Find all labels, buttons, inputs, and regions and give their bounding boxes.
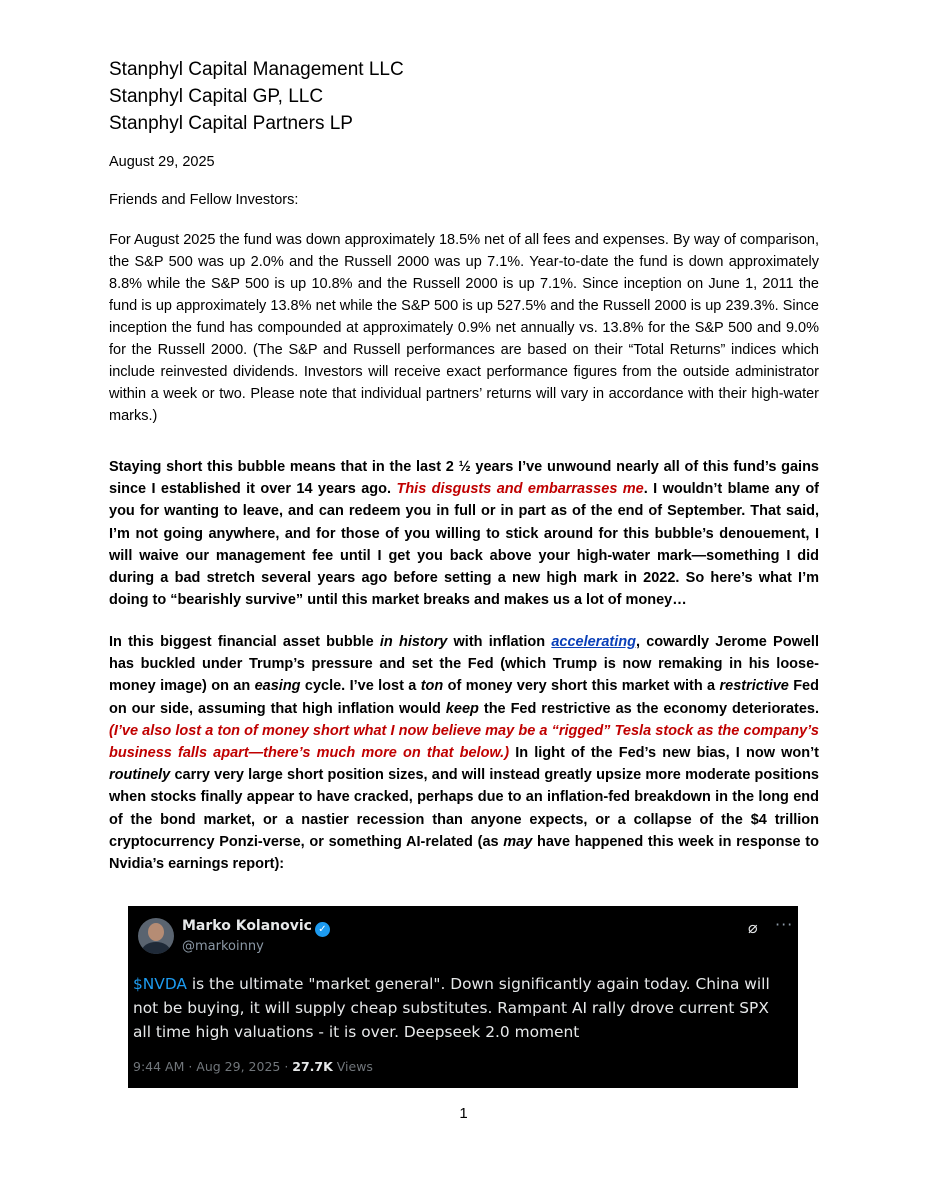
letterhead-line-1: Stanphyl Capital Management LLC bbox=[109, 59, 404, 80]
tweet-views-label: Views bbox=[332, 1059, 373, 1074]
p3-italic: keep bbox=[445, 700, 479, 717]
letterhead-line-2: Stanphyl Capital GP, LLC bbox=[109, 86, 324, 107]
letterhead bbox=[109, 56, 404, 137]
avatar-head bbox=[148, 923, 164, 941]
cashtag-link[interactable]: $NVDA bbox=[133, 975, 187, 993]
tweet-metadata bbox=[133, 1059, 373, 1074]
more-options-icon[interactable]: ··· bbox=[775, 915, 794, 934]
p2-text-b: . I wouldn’t blame any of you for wanting to leave, and can redeem you in full or in part as of the end of September. That said, I’m not going anywhere, and for those of you willing to stick around for this bubble’s denouement, I will waive our management fee until I get you back above your high-water mark—something I did during a bad stretch several years ago before setting a new high mark in 2022. So here’s what I’m doing to “bearishly survive” until this market breaks and makes us a lot of money… bbox=[109, 481, 820, 609]
p3-text: Fed on our side, assuming that high inflation would bbox=[109, 678, 819, 717]
p3-italic: ton bbox=[420, 678, 444, 695]
accelerating-link[interactable]: accelerating bbox=[551, 634, 636, 650]
p3-italic: may bbox=[503, 833, 533, 850]
salutation: Friends and Fellow Investors: bbox=[109, 192, 299, 208]
p3-text: cycle. I’ve lost a bbox=[300, 678, 421, 695]
p3-text: In light of the Fed’s new bias, I now won’t bbox=[509, 745, 819, 762]
verified-badge-icon: ✓ bbox=[315, 922, 330, 937]
page-number: 1 bbox=[459, 1105, 468, 1122]
tweet-views-count: 27.7K bbox=[292, 1059, 333, 1074]
tweet-timestamp[interactable]: 9:44 AM · Aug 29, 2025 · bbox=[133, 1059, 293, 1074]
embedded-tweet bbox=[128, 906, 798, 1088]
p3-text: have happened this week in response to Nvidia’s earnings report): bbox=[109, 833, 819, 873]
grok-icon[interactable]: ⌀ bbox=[748, 918, 758, 937]
p3-italic: restrictive bbox=[719, 678, 789, 695]
fed-paragraph bbox=[109, 631, 819, 875]
p3-text: of money very short this market with a bbox=[443, 678, 720, 695]
p3-text: In this biggest financial asset bubble bbox=[109, 634, 380, 650]
p3-italic: in history bbox=[379, 634, 448, 650]
bubble-paragraph bbox=[109, 456, 819, 611]
performance-paragraph: For August 2025 the fund was down approximately 18.5% net of all fees and expenses. By way of comparison, the S&P 500 was up 2.0% and the Russell 2000 was up 7.1%. Year-to-date the fund is down approximately 8.8% while the S&P 500 is up 10.8% and the Russell 2000 is up 7.1%. Since inception on June 1, 2011 the fund is up approximately 13.8% net while the S&P 500 is up 527.5% and the Russell 2000 is up 239.3%. Since inception the fund has compounded at approximately 0.9% net annually vs. 13.8% for the S&P 500 and 9.0% for the Russell 2000. (The S&P and Russell performances are based on their “Total Returns” indices which include reinvested dividends. Investors will receive exact performance figures from the outside administrator within a week or two. Please note that individual partners’ returns will vary in accordance with their high-water marks.) bbox=[109, 232, 819, 424]
p3-text: the Fed restrictive as the economy deteriorates. bbox=[478, 700, 820, 717]
avatar[interactable] bbox=[138, 918, 174, 954]
tweet-body: is the ultimate "market general". Down significantly again today. China will not be buying, it will supply cheap substitutes. Rampant AI rally drove current SPX all time high valuations - it is over. Deepseek 2.0 moment bbox=[133, 975, 770, 1041]
tweet-author[interactable] bbox=[182, 918, 330, 937]
p3-text: carry very large short position sizes, and will instead greatly upsize more moderate positions when stocks finally appear to have cracked, perhaps due to an inflation-fed breakdown in the long end of the bond market, or a nastier recession than anyone expects, or a collapse of the $4 trillion cryptocurrency Ponzi-verse, or something AI-related (as bbox=[109, 767, 819, 850]
p3-red-emphasis: (I’ve also lost a ton of money short what I now believe may be a “rigged” Tesla stock as the company’s business falls apart—there’s much more on that below.) bbox=[109, 722, 819, 762]
p2-red-emphasis: This disgusts and embarrasses me bbox=[396, 481, 644, 498]
tweet-author-name: Marko Kolanovic bbox=[182, 918, 312, 934]
p3-italic: routinely bbox=[109, 767, 171, 784]
p3-text: with inflation bbox=[447, 634, 552, 650]
p3-text: , cowardly Jerome Powell has buckled under Trump’s pressure and set the Fed (which Trump is now remaking in his loose-money image) on an bbox=[109, 634, 819, 695]
p2-text-a: Staying short this bubble means that in the last 2 ½ years I’ve unwound nearly all of this fund’s gains since I established it over 14 years ago. bbox=[109, 459, 819, 498]
letter-date: August 29, 2025 bbox=[109, 154, 215, 170]
avatar-body bbox=[142, 942, 170, 954]
tweet-handle[interactable]: @markoinny bbox=[182, 939, 264, 954]
letterhead-line-3: Stanphyl Capital Partners LP bbox=[109, 113, 353, 134]
p3-italic: easing bbox=[254, 678, 301, 695]
tweet-text bbox=[133, 972, 783, 1044]
